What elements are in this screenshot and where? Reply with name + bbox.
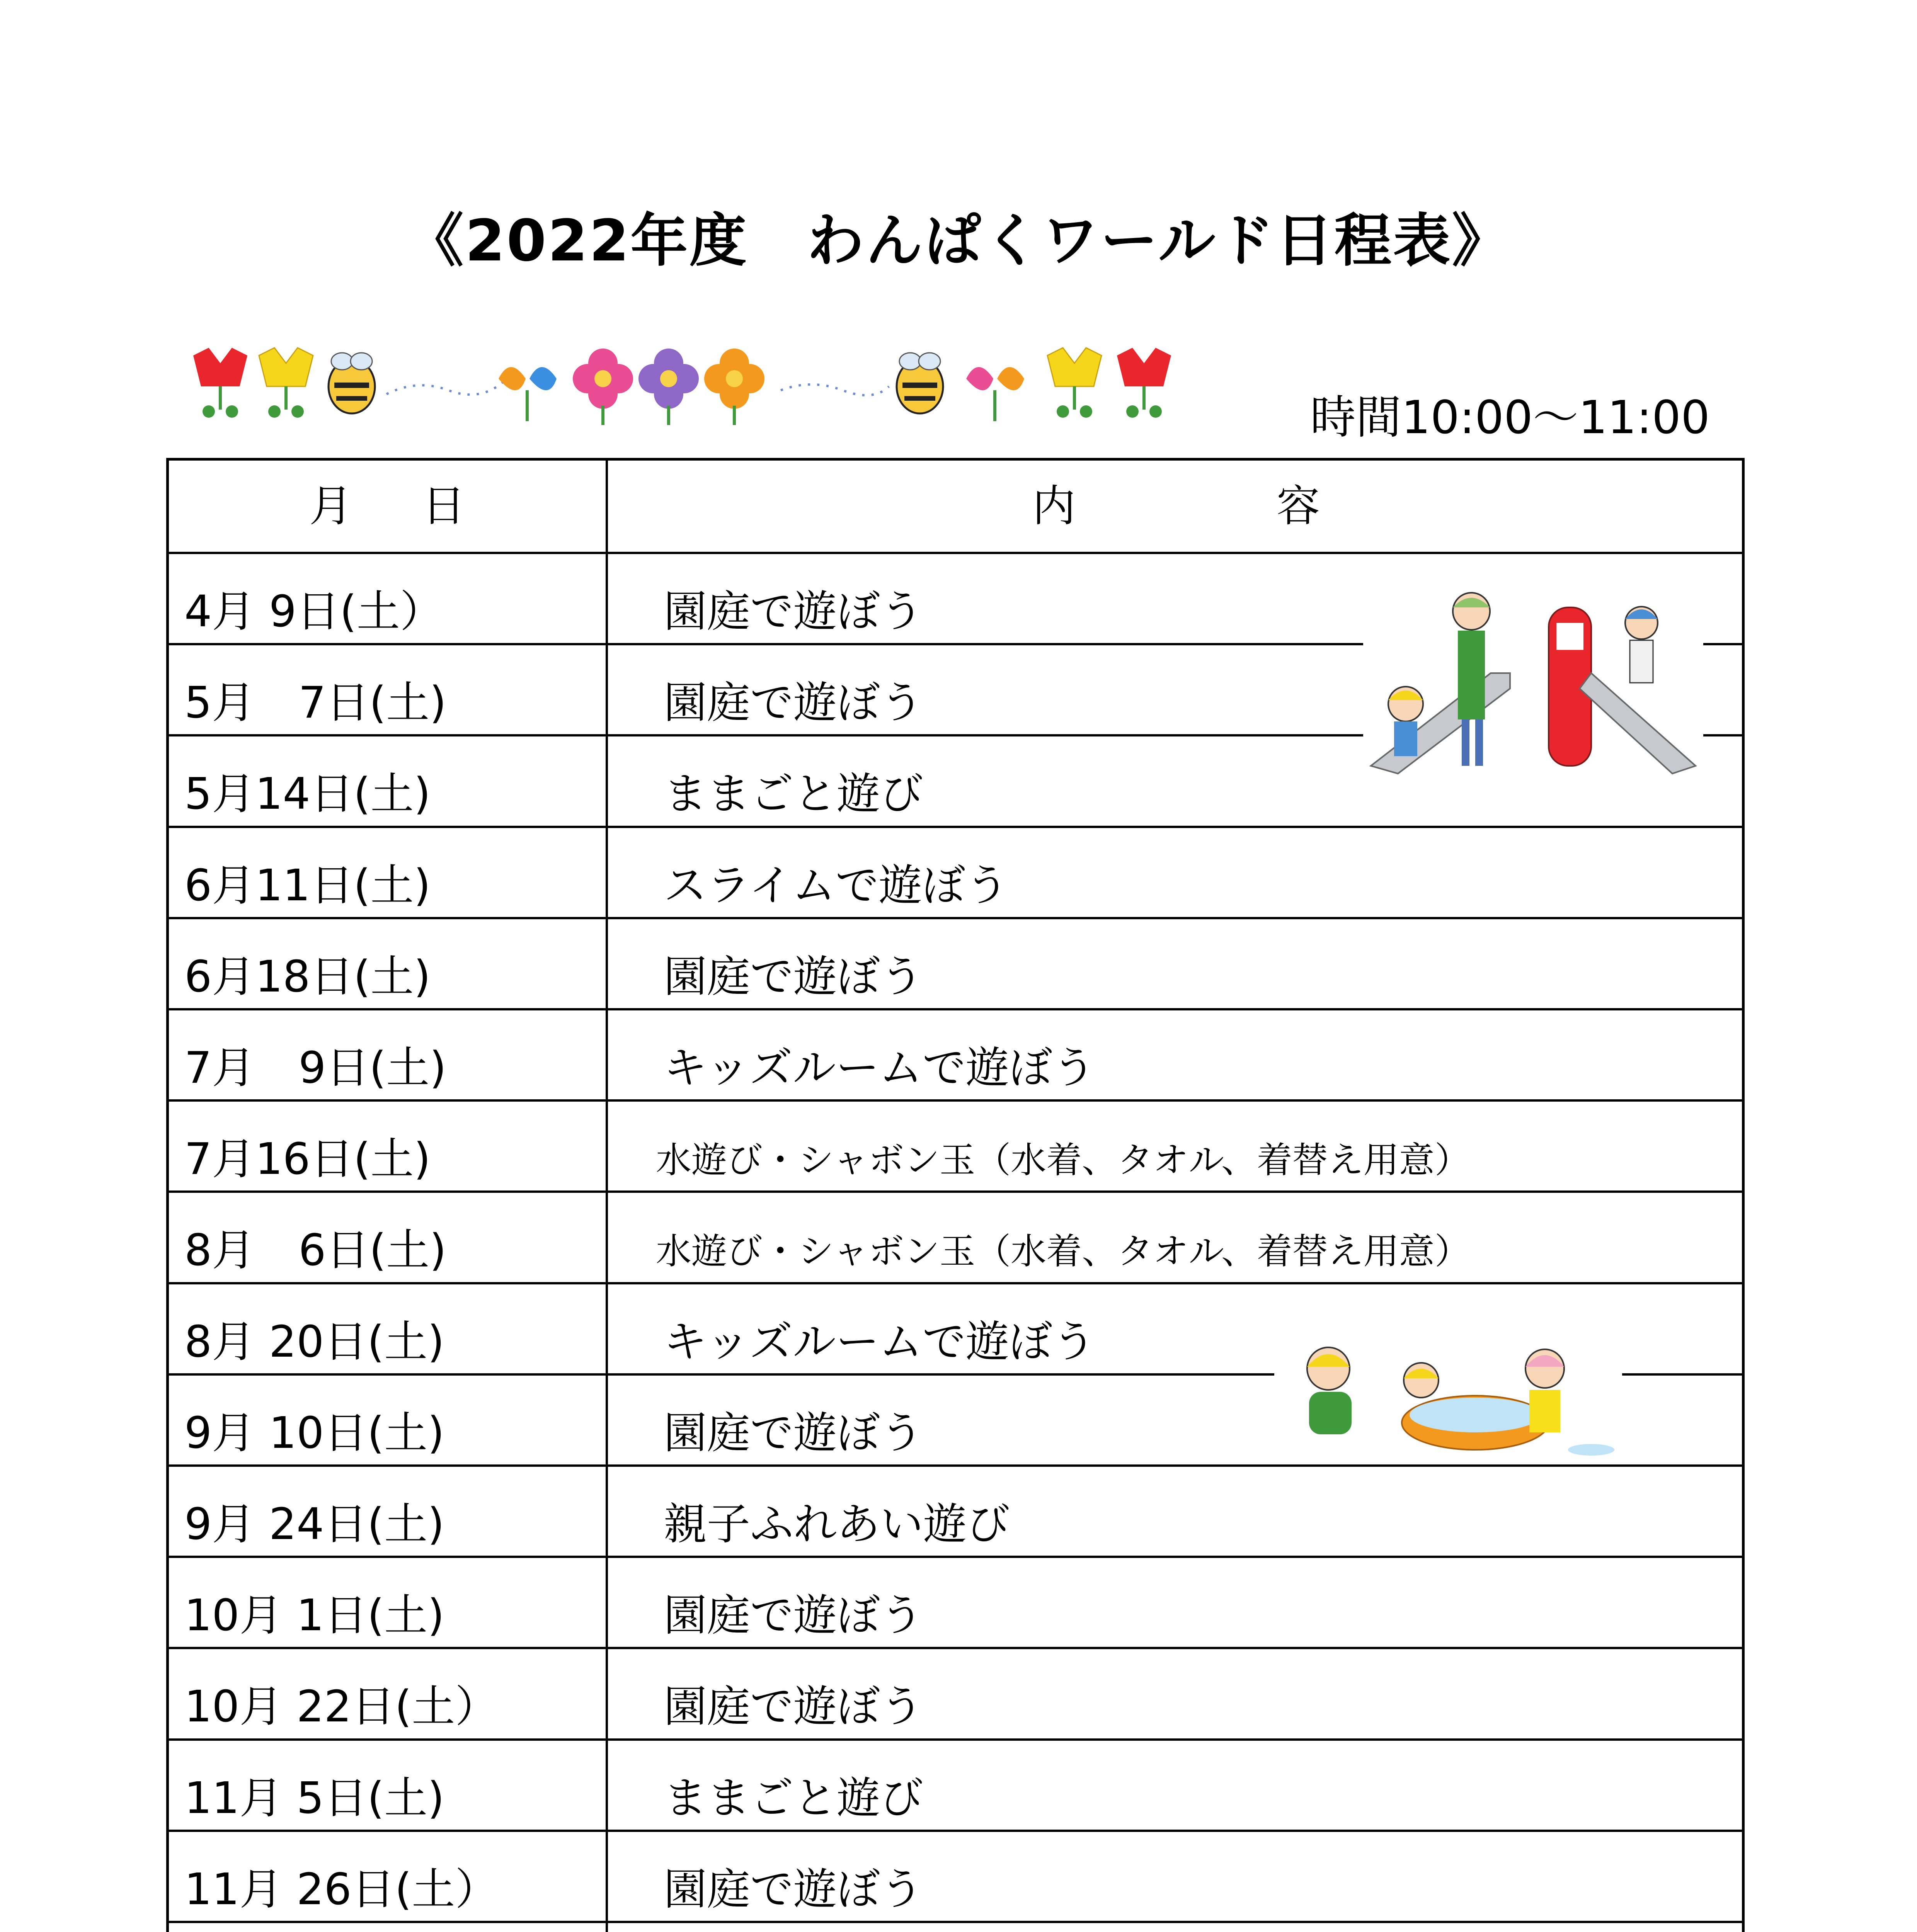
header-content: 内容 (1032, 481, 1521, 531)
row-activity: 園庭で遊ぼう (664, 951, 923, 1002)
bee-icon (897, 353, 943, 413)
table-row (169, 1830, 1742, 1921)
schedule-table (166, 458, 1745, 1932)
flower-orange-icon (704, 349, 764, 425)
row-activity: 園庭で遊ぼう (664, 678, 923, 728)
row-divider (169, 917, 1742, 919)
row-divider (169, 1921, 1742, 1923)
table-row (169, 1647, 1742, 1738)
row-divider (169, 1099, 1742, 1102)
row-divider (169, 1190, 1742, 1193)
row-date: 6月18日(土) (184, 951, 431, 1002)
table-row (169, 1008, 1742, 1099)
slide-children-illustration (1363, 584, 1703, 777)
water-play-children-illustration (1274, 1334, 1622, 1461)
tulip-red-icon (193, 348, 247, 418)
row-activity: 水遊び・シャボン玉（水着、タオル、着替え用意） (656, 1139, 1470, 1181)
flower-pink-icon (573, 349, 633, 425)
row-divider (169, 826, 1742, 828)
row-date: 8月 20日(土) (184, 1316, 444, 1367)
row-date: 10月 22日(土） (184, 1682, 499, 1732)
row-activity: 園庭で遊ぼう (664, 1590, 923, 1641)
table-row (169, 1464, 1742, 1556)
row-date: 7月 9日(土) (184, 1043, 446, 1093)
row-date: 11月 26日(土） (184, 1864, 499, 1915)
table-row (169, 1556, 1742, 1647)
bee-icon (329, 353, 375, 413)
row-activity: 園庭で遊ぼう (664, 1408, 923, 1458)
table-row (169, 826, 1742, 917)
row-date: 7月16日(土) (184, 1134, 431, 1185)
tulip-yellow-icon (1047, 348, 1102, 418)
row-divider (169, 1738, 1742, 1741)
tulip-red-icon (1117, 348, 1171, 418)
row-activity: 親子ふれあい遊び (664, 1499, 1010, 1549)
table-header (169, 461, 1742, 552)
row-divider (169, 1008, 1742, 1010)
row-date: 5月14日(土) (184, 769, 431, 820)
time-label: 時間10:00～11:00 (1310, 391, 1710, 444)
row-date: 11月 5日(土) (184, 1773, 444, 1823)
row-date: 9月 10日(土) (184, 1408, 444, 1458)
row-divider (169, 1647, 1742, 1649)
tulip-border (186, 340, 1229, 429)
flower-orange-icon (499, 367, 557, 421)
table-row (169, 917, 1742, 1008)
row-divider (169, 1282, 1742, 1284)
row-activity: キッズルームで遊ぼう (664, 1043, 1096, 1093)
row-activity: スライムで遊ぼう (664, 860, 1009, 911)
row-activity: 園庭で遊ぼう (664, 1682, 923, 1732)
row-date: 10月 1日(土) (184, 1590, 444, 1641)
flower-pink-icon (966, 367, 1024, 421)
row-divider (169, 1556, 1742, 1558)
row-activity: 水遊び・シャボン玉（水着、タオル、着替え用意） (656, 1231, 1470, 1272)
row-divider (169, 1830, 1742, 1832)
row-activity: ままごと遊び (664, 1773, 923, 1823)
row-activity: 園庭で遊ぼう (664, 1864, 923, 1915)
row-divider (169, 1464, 1742, 1467)
row-activity: キッズルームで遊ぼう (664, 1316, 1096, 1367)
table-row (169, 1099, 1742, 1190)
table-row (169, 1921, 1742, 1932)
flower-purple-icon (638, 349, 699, 425)
table-row (169, 1190, 1742, 1282)
row-date: 8月 6日(土) (184, 1225, 446, 1276)
row-activity: 園庭で遊ぼう (664, 587, 923, 637)
row-date: 9月 24日(土) (184, 1499, 444, 1549)
row-date: 6月11日(土) (184, 860, 431, 911)
tulip-yellow-icon (259, 348, 313, 418)
row-divider (169, 552, 1742, 554)
table-row (169, 1738, 1742, 1830)
page-title: 《2022年度 わんぱくワールド日程表》 (406, 207, 1511, 274)
row-date: 5月 7日(土) (184, 678, 446, 728)
row-activity: ままごと遊び (664, 769, 923, 820)
row-date: 4月 9日(土） (184, 587, 443, 637)
header-date: 月日 (309, 481, 535, 531)
